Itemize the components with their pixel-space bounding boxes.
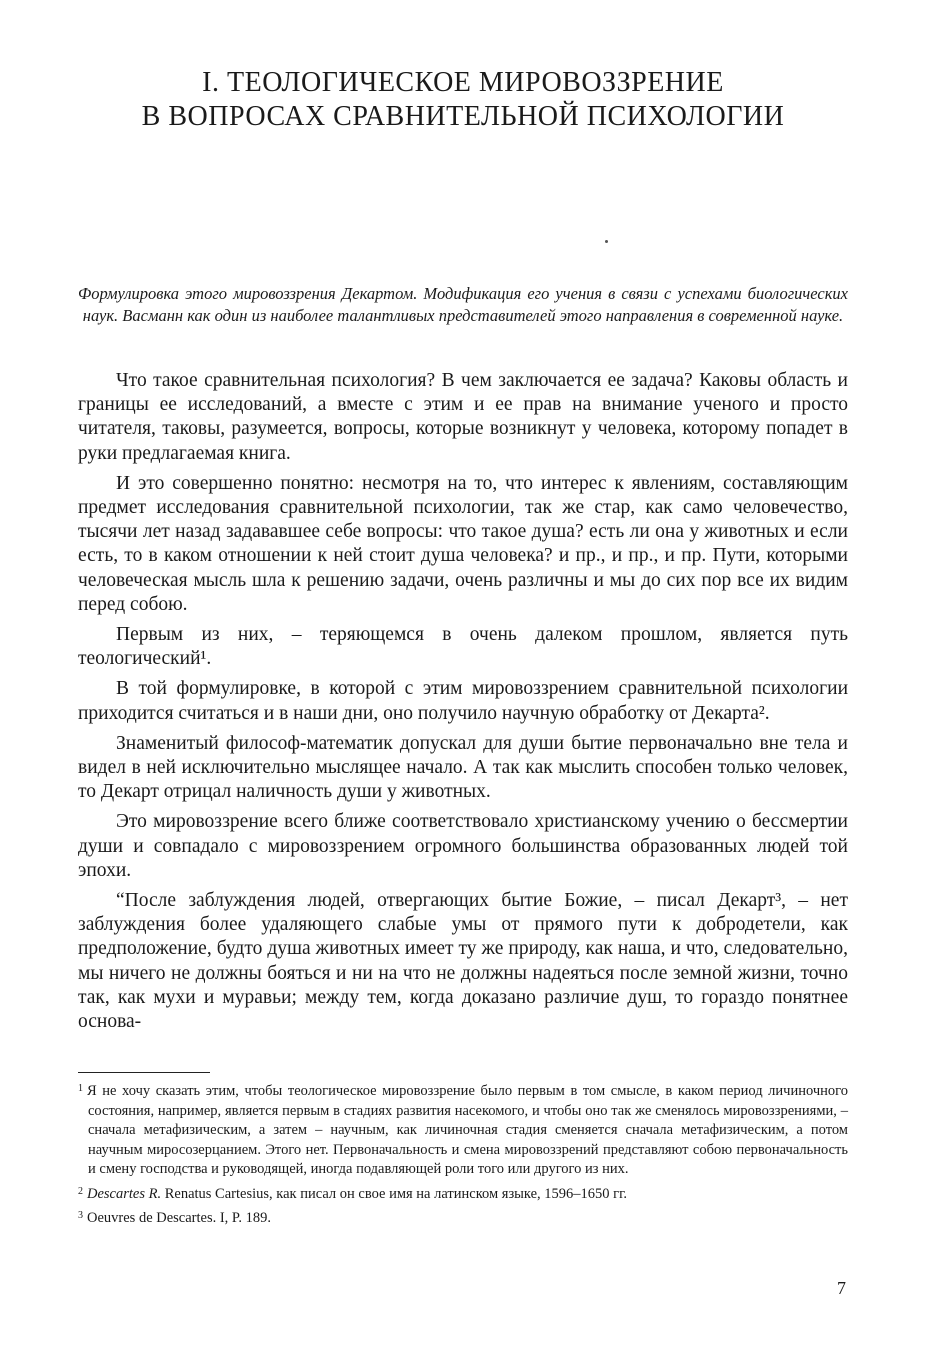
paragraph: Это мировоззрение всего ближе соответствовало христианскому учению о бессмертии души и совпадало с мировоззрением огромного большинства образованных людей той эпохи.: [78, 811, 848, 881]
paragraph: Знаменитый философ-математик допускал для души бытие первоначально вне тела и видел в ней исключительно мыслящее начало. А так как мыслить способен только человек, то Декарт отрицал наличность души у животных.: [78, 732, 848, 803]
footnote: [78, 1079, 848, 1180]
page-number: 7: [837, 1278, 846, 1298]
paragraph: Что такое сравнительная психология? В чем заключается ее задача? Каковы область и границы ее исследований, а вместе с этим и ее прав на внимание ученого и просто читателя, таковы, разумеется, вопросы, которые возникнут у человека, которому попадет в руки предлагаемая книга.: [78, 370, 848, 464]
footnote: [78, 1206, 848, 1229]
footnote-text: Renatus Cartesius, как писал он свое имя на латинском языке, 1596–1650 гг.: [161, 1185, 628, 1202]
paragraph: В той формулировке, в которой с этим мировоззрением сравнительной психологии приходится считаться и в наши дни, оно получило научную обработку от Декарта².: [78, 678, 848, 724]
footnote-number: 3: [78, 1210, 83, 1221]
footnote-number: 2: [78, 1185, 83, 1197]
footnote-divider: [78, 1072, 210, 1073]
footnote: [78, 1182, 848, 1205]
speck-mark: [605, 240, 608, 243]
paragraph: И это совершенно понятно: несмотря на то, что интерес к явлениям, составляющим предмет исследования сравнительной психологии, так же стар, как само человечество, тысячи лет назад задававшее себе вопросы: что такое душа? есть ли она у животных и если есть, то в каком отношении к ней стоит душа человека? и пр., и пр., и пр. Пути, которыми человеческая мысль шла к решению задачи, очень различны и мы до сих пор все их видим перед собою.: [78, 472, 848, 615]
chapter-title-line-1: I. ТЕОЛОГИЧЕСКОЕ МИРОВОЗЗРЕНИЕ: [202, 67, 724, 98]
footnote-text: Oeuvres de Descartes. I, P. 189.: [87, 1210, 272, 1226]
footnote-author: Descartes R.: [87, 1185, 162, 1202]
chapter-summary: Формулировка этого мировоззрения Декартом. Модификация его учения в связи с успехами биологических наук. Васманн как один из наиболее талантливых представителей этого направления в современной науке.: [78, 284, 848, 325]
footnote-number: 1: [78, 1083, 83, 1094]
paragraph: Первым из них, – теряющемся в очень далеком прошлом, является путь теологический¹.: [78, 624, 848, 670]
footnote-text: Я не хочу сказать этим, чтобы теологическое мировоззрение было первым в том смысле, в каком период личиночного состояния, например, является первым в стадиях развития насекомого, и чтобы оно так же сменялось мировоззрениями, – сначала метафизическим, а затем – научным, как личиночная стадия сменяется сначала метафизическим, а потом научным миросозерцанием. Этого нет. Первоначальность и смена мировоззрений представляют собою первоначальность и смену господства и руководящей, иногда подавляющей роли того или другого из них.: [87, 1083, 848, 1177]
footnotes: [78, 1079, 848, 1231]
body-text: [78, 369, 848, 1040]
chapter-title: [80, 66, 846, 134]
chapter-title-line-2: В ВОПРОСАХ СРАВНИТЕЛЬНОЙ ПСИХОЛОГИИ: [141, 101, 785, 132]
paragraph: “После заблуждения людей, отвергающих бытие Божие, – писал Декарт³, – нет заблуждения более удаляющего слабые умы от прямого пути к добродетели, как предположение, будто душа животных имеет ту же природу, как наша, и что, следовательно, мы ничего не должны бояться и ни на что не должны надеяться после земной жизни, точно так, как мухи и муравьи; между тем, когда доказано различие душ, то гораздо понятнее основа-: [78, 890, 848, 1033]
